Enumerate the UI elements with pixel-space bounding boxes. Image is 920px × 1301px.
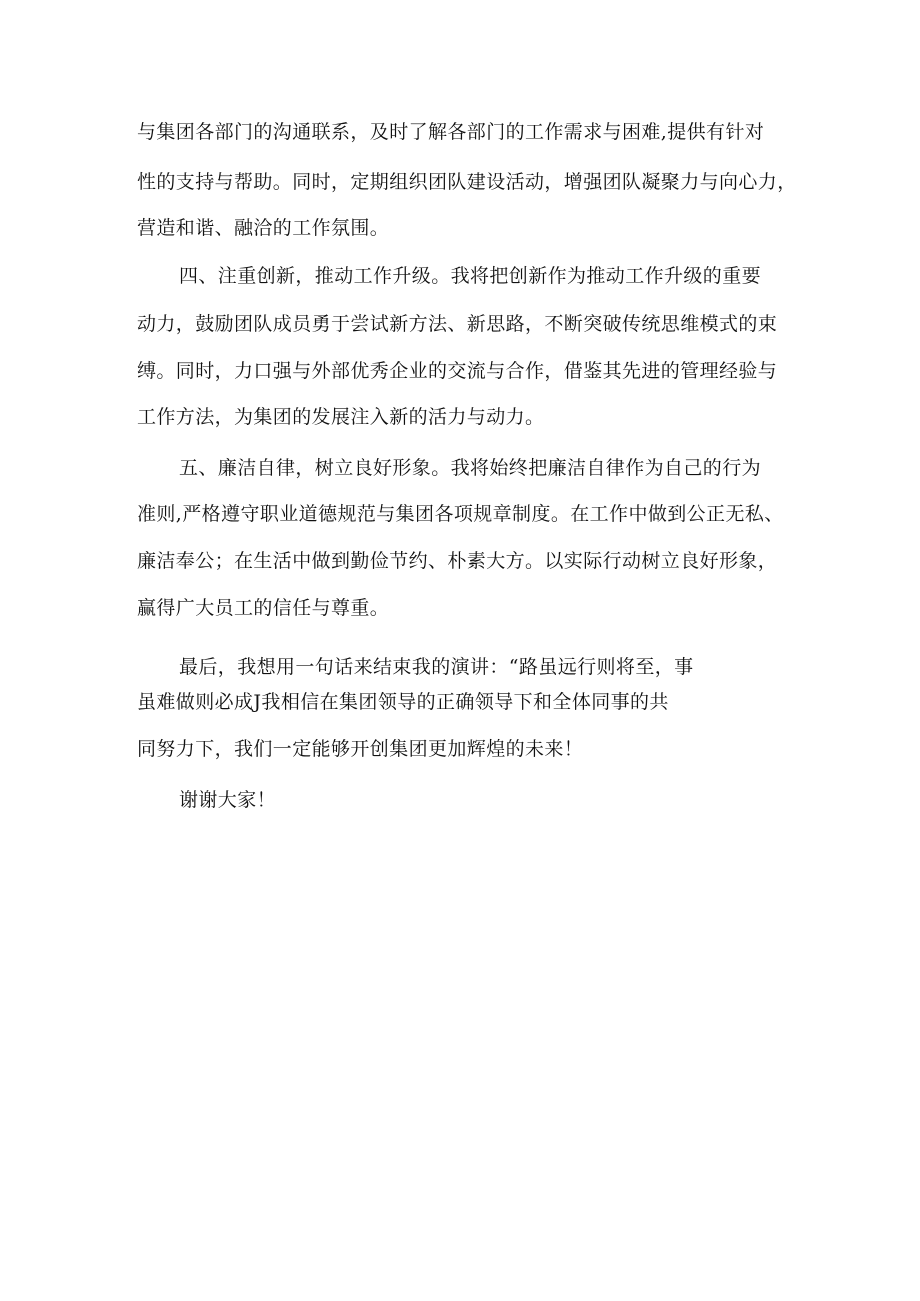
section-five-heading-line: 五、廉洁自律，树立良好形象。我将始终把廉洁自律作为自己的行为 [179, 457, 762, 479]
body-text-line: 准则,严格遵守职业道德规范与集团各项规章制度。在工作中做到公正无私、 [137, 503, 784, 525]
closing-paragraph-line: 最后，我想用一句话来结束我的演讲：“路虽远行则将至，事 [179, 656, 694, 678]
body-text-line: 与集团各部门的沟通联系，及时了解各部门的工作需求与困难,提供有针对 [137, 121, 765, 143]
body-text-line: 赢得广大员工的信任与尊重。 [137, 597, 390, 619]
closing-paragraph-line: 同努力下，我们一定能够开创集团更加辉煌的未来！ [137, 738, 584, 760]
body-text-line: 性的支持与帮助。同时，定期组织团队建设活动，增强团队凝聚力与向心力， [137, 171, 797, 193]
thanks-line: 谢谢大家！ [179, 789, 277, 811]
body-text-line: 动力，鼓励团队成员勇于尝试新方法、新思路，不断突破传统思维模式的束 [137, 313, 778, 335]
closing-paragraph-line: 虽难做则必成J我相信在集团领导的正确领导下和全体同事的共 [137, 691, 669, 713]
body-text-line: 营造和谐、融洽的工作氛围。 [137, 217, 390, 239]
section-four-heading-line: 四、注重创新，推动工作升级。我将把创新作为推动工作升级的重要 [179, 265, 762, 287]
body-text-line: 廉洁奉公；在生活中做到勤俭节约、朴素大方。以实际行动树立良好形象， [137, 550, 778, 572]
body-text-line: 缚。同时，力口强与外部优秀企业的交流与合作，借鉴其先进的管理经验与 [137, 360, 778, 382]
body-text-line: 工作方法，为集团的发展注入新的活力与动力。 [137, 406, 545, 428]
